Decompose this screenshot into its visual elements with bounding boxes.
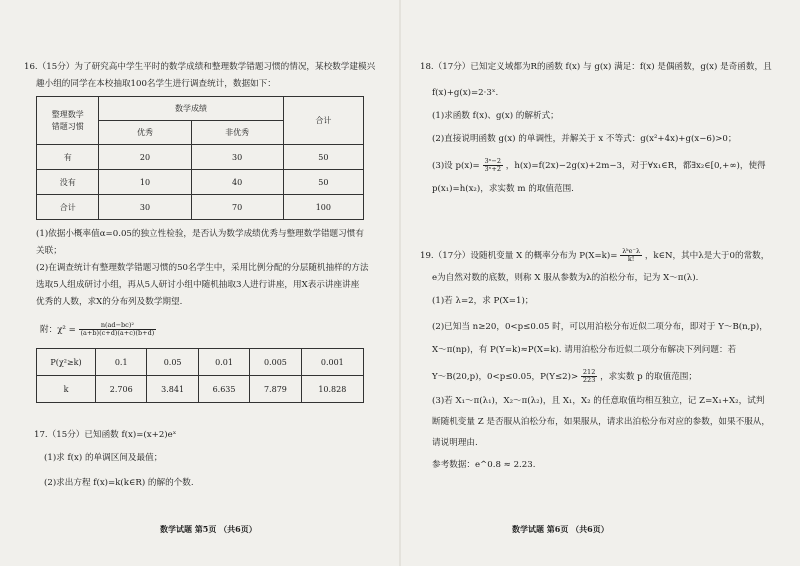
table-row: [37, 376, 364, 403]
formula-numerator: n(ad−bc)²: [79, 322, 157, 330]
q19-part2-line2: X～π(np)，有 P(Y=k)≈P(X=k). 请用泊松分布近似二项分布解决下列问题：若: [432, 345, 737, 355]
table-row: [37, 170, 364, 195]
q17-part2: (2)求出方程 f(x)=k(k∈R) 的解的个数.: [44, 478, 194, 488]
table-cell: 0.05: [147, 349, 198, 376]
table-cell: k: [37, 376, 96, 403]
q16-contingency-table: [36, 96, 364, 220]
formula-denominator: (a+b)(c+d)(a+c)(b+d): [80, 329, 155, 337]
fraction-denominator: 3ˣ+2: [484, 165, 501, 173]
fraction-denominator: k!: [627, 255, 635, 263]
formula-fraction: [79, 322, 157, 337]
chi-square-formula: [40, 322, 156, 337]
q18-line1: 18.（17分）已知定义域都为R的函数 f(x) 与 g(x) 满足：f(x) 是偶函数，g(x) 是奇函数，且: [420, 62, 772, 72]
q18-part2: (2)直接说明函数 g(x) 的单调性，并解关于 x 不等式：g(x²+4x)+g(x−6)>0；: [432, 134, 737, 144]
table-cell: 0.005: [250, 349, 301, 376]
p3-fraction: [483, 158, 503, 173]
table-row: [37, 349, 364, 376]
p2-line3-prefix: Y～B(20,p)，0<p≤0.05，P(Y≤2)>: [432, 372, 579, 382]
table-cell: 30: [99, 195, 191, 220]
q19-reference-data: 参考数据：e^0.8 ≈ 2.23.: [432, 460, 536, 470]
table-corner-cell: [37, 97, 99, 145]
fraction-numerator: 212: [582, 368, 596, 376]
table-cell: 20: [99, 145, 191, 170]
q18-part3: [432, 158, 766, 173]
page-footer: 数学试题 第6页 （共6页）: [512, 524, 609, 534]
q19-part3-line2: 断随机变量 Z 是否服从泊松分布，如果服从，请求出泊松分布对应的参数，如果不服从，: [432, 417, 770, 427]
q16-part1-line2: 关联；: [36, 246, 62, 256]
q16-part1-line1: (1)依据小概率值α=0.05的独立性检验，是否认为数学成绩优秀与整理数学错题习惯有: [36, 229, 364, 239]
q18-line2: f(x)+g(x)=2·3ˣ.: [432, 88, 499, 98]
table-cell: 6.635: [198, 376, 249, 403]
col-header-not-excellent: 非优秀: [191, 121, 283, 145]
table-row: [37, 195, 364, 220]
fraction-numerator: λᵏe⁻λ: [622, 247, 641, 255]
p2-fraction: [581, 369, 597, 384]
q19-line1-prefix: 19.（17分）设随机变量 X 的概率分布为 P(X=k)=: [420, 251, 618, 261]
table-cell: 30: [191, 145, 283, 170]
table-cell: 10.828: [301, 376, 363, 403]
table-cell: 50: [283, 170, 363, 195]
formula-label: 附：χ² =: [40, 325, 76, 335]
row-label: 没有: [37, 170, 99, 195]
q19-part2-line3: [432, 369, 697, 384]
q16-line2: 趣小组的同学在本校抽取100名学生进行调查统计，数据如下：: [36, 79, 276, 89]
q18-part3-line2: p(x₁)=h(x₂)，求实数 m 的取值范围.: [432, 184, 574, 194]
table-cell: 100: [283, 195, 363, 220]
table-cell: 3.841: [147, 376, 198, 403]
q19-part3-line3: 请说明理由.: [432, 438, 478, 448]
table-row: [37, 145, 364, 170]
corner-line2: 错题习惯: [51, 121, 84, 131]
table-cell: 2.706: [96, 376, 147, 403]
total-header: 合计: [283, 97, 363, 145]
table-cell: 40: [191, 170, 283, 195]
table-cell: 70: [191, 195, 283, 220]
q16-line1: 16.（15分）为了研究高中学生平时的数学成绩和整理数学错题习惯的情况，某校数学建模兴: [24, 62, 376, 72]
table-cell: 0.001: [301, 349, 363, 376]
table-cell: 7.879: [250, 376, 301, 403]
q19-line2: e为自然对数的底数，则称 X 服从参数为λ的泊松分布，记为 X～π(λ).: [432, 273, 699, 283]
corner-line1: 整理数学: [51, 109, 84, 119]
q19-part3-line1: (3)若 X₁～π(λ₁)，X₂～π(λ₂)，且 X₁，X₂ 的任意取值均相互独立，记 Z=X₁+X₂，试判: [432, 396, 765, 406]
p3-prefix: (3)设 p(x)=: [432, 161, 480, 171]
row-label: 有: [37, 145, 99, 170]
q16-part2-line2: 选取5人组成研讨小组，再从5人研讨小组中随机抽取3人进行讲座，用X表示讲座讲座: [36, 280, 360, 290]
col-header-excellent: 优秀: [99, 121, 191, 145]
table-cell: 10: [99, 170, 191, 195]
q17-line1: 17.（15分）已知函数 f(x)=(x+2)eˣ: [34, 430, 177, 440]
q16-part2-line1: (2)在调查统计有整理数学错题习惯的50名学生中，采用比例分配的分层随机抽样的方法: [36, 263, 369, 273]
q16-part2-line3: 优秀的人数，求X的分布列及数学期望.: [36, 297, 183, 307]
q17-part1: (1)求 f(x) 的单调区间及最值；: [44, 453, 163, 463]
p2-line3-suffix: ，求实数 p 的取值范围；: [600, 372, 697, 382]
q18-part1: (1)求函数 f(x)、g(x) 的解析式；: [432, 111, 559, 121]
table-cell: P(χ²≥k): [37, 349, 96, 376]
poisson-fraction: [620, 248, 642, 263]
table-cell: 0.01: [198, 349, 249, 376]
q19-part2-line1: (2)已知当 n≥20，0<p≤0.05 时，可以用泊松分布近似二项分布，即对于 Y～B(n,p)，: [432, 322, 768, 332]
group-header: 数学成绩: [99, 97, 283, 121]
fraction-denominator: 223: [582, 376, 596, 384]
q19-line1-suffix: ，k∈N，其中λ是大于0的常数，: [644, 251, 770, 261]
fraction-numerator: 3ˣ−2: [484, 157, 501, 165]
chi-square-reference-table: [36, 348, 364, 403]
q19-part1: (1)若 λ=2，求 P(X=1)；: [432, 296, 534, 306]
page-6: [400, 0, 800, 566]
q19-line1: [420, 248, 769, 263]
row-label: 合计: [37, 195, 99, 220]
page-footer: 数学试题 第5页 （共6页）: [160, 524, 257, 534]
p3-suffix: ，h(x)=f(2x)−2g(x)+2m−3，对于∀x₁∈R，都∃x₂∈[0,+∞)，使得: [505, 161, 766, 171]
table-cell: 50: [283, 145, 363, 170]
table-cell: 0.1: [96, 349, 147, 376]
